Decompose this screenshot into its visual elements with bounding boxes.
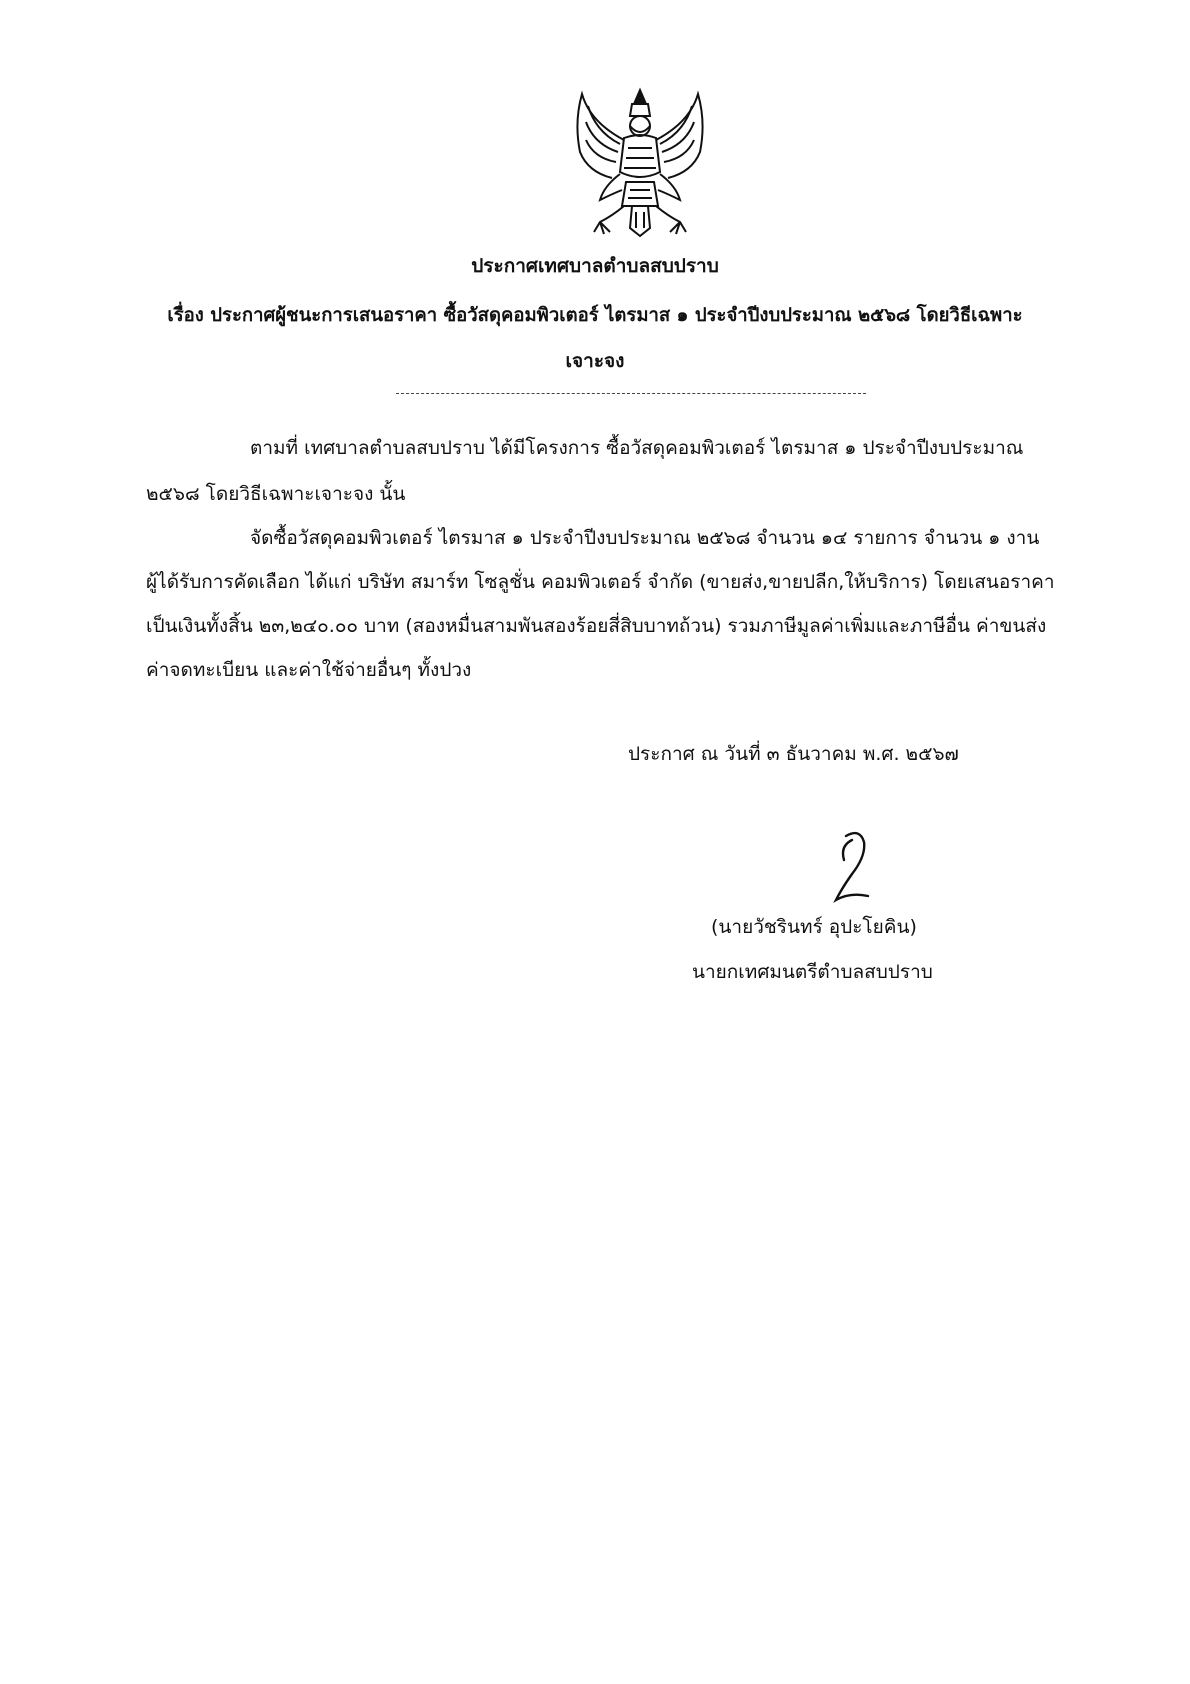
- signer-name: (นายวัชรินทร์ อุปะโยคิน): [711, 916, 917, 938]
- body-paragraph-2-line-3: เป็นเงินทั้งสิ้น ๒๓,๒๔๐.๐๐ บาท (สองหมื่นสามพันสองร้อยสี่สิบบาทถ้วน) รวมภาษีมูลค่าเพิ่มและภาษีอื่น ค่าขนส่ง: [146, 615, 1047, 637]
- handwritten-signature-icon: [816, 826, 886, 906]
- announcement-subject-line-2: เจาะจง: [565, 350, 625, 372]
- body-paragraph-1-line-1: ตามที่ เทศบาลตำบลสบปราบ ได้มีโครงการ ซื้อวัสดุคอมพิวเตอร์ ไตรมาส ๑ ประจำปีงบประมาณ: [250, 437, 1024, 459]
- body-paragraph-2-line-1: จัดซื้อวัสดุคอมพิวเตอร์ ไตรมาส ๑ ประจำปีงบประมาณ ๒๕๖๘ จำนวน ๑๔ รายการ จำนวน ๑ งาน: [250, 527, 1040, 549]
- announcement-subject-line-1: เรื่อง ประกาศผู้ชนะการเสนอราคา ซื้อวัสดุคอมพิวเตอร์ ไตรมาส ๑ ประจำปีงบประมาณ ๒๕๖๘ โดยวิธีเฉพาะ: [167, 305, 1023, 326]
- garuda-emblem-icon: [560, 82, 720, 242]
- body-paragraph-1-line-2: ๒๕๖๘ โดยวิธีเฉพาะเจาะจง นั้น: [146, 483, 406, 505]
- announcement-title: ประกาศเทศบาลตำบลสบปราบ: [471, 255, 719, 277]
- signer-title: นายกเทศมนตรีตำบลสบปราบ: [692, 961, 933, 983]
- body-paragraph-2-line-4: ค่าจดทะเบียน และค่าใช้จ่ายอื่นๆ ทั้งปวง: [146, 659, 472, 681]
- body-paragraph-2-line-2: ผู้ได้รับการคัดเลือก ได้แก่ บริษัท สมาร์ท โซลูชั่น คอมพิวเตอร์ จำกัด (ขายส่ง,ขายปลีก,ให้บริการ) โดยเสนอราคา: [146, 571, 1055, 593]
- dashed-divider: [396, 393, 866, 394]
- announcement-date: ประกาศ ณ วันที่ ๓ ธันวาคม พ.ศ. ๒๕๖๗: [628, 743, 959, 765]
